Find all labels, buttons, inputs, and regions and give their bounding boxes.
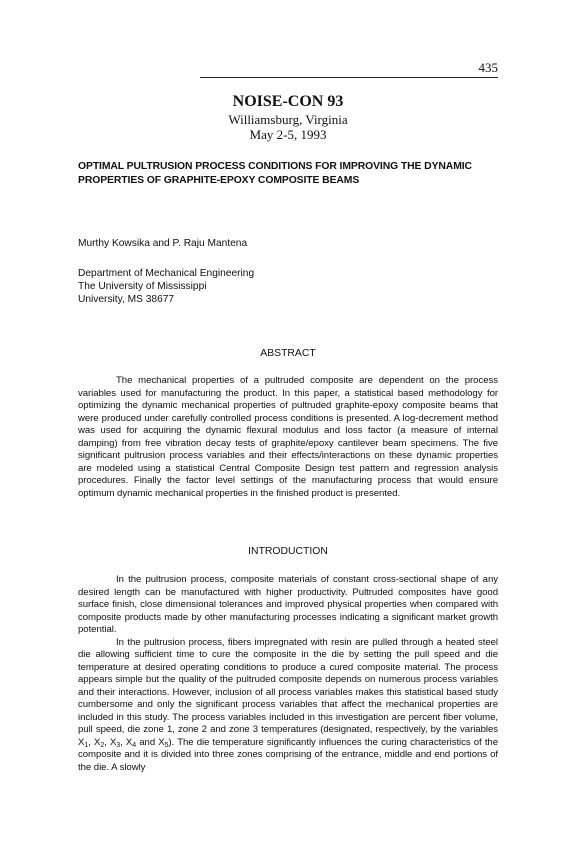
header-rule	[200, 77, 498, 78]
conference-name: NOISE-CON 93	[232, 93, 344, 110]
paper-title: OPTIMAL PULTRUSION PROCESS CONDITIONS FOR IMPROVING THE DYNAMIC PROPERTIES OF GRAPHITE-EPOXY COMPOSITE BEAMS	[78, 161, 472, 186]
variable-x4: $X_4$	[125, 736, 137, 749]
introduction-heading: INTRODUCTION	[248, 546, 328, 557]
variable-x1: $X_1$	[78, 736, 89, 749]
intro-paragraph-1: In the pultrusion process, composite materials of constant cross-sectional shape of any desired length can be manufactured with higher productivity. Pultruded composites have good surface finish, close dimensional tolerances and improved physical properties when compared with composite products made by other manufacturing processes indicating a significant market growth potential.	[78, 574, 498, 635]
abstract-heading: ABSTRACT	[260, 348, 316, 359]
variable-x5: $X_5$	[158, 736, 169, 749]
abstract-body	[78, 375, 498, 500]
intro-p2-after: ). The die temperature significantly influences the curing characteristics of the composite and it is divided into three zones comprising of the entrance, middle and end portions of the die. A slowly	[78, 736, 499, 773]
variable-x2: $X_2$	[93, 736, 105, 749]
affiliation-department: Department of Mechanical Engineering	[78, 268, 255, 279]
conference-dates: May 2-5, 1993	[249, 127, 327, 142]
affiliation-address: University, MS 38677	[78, 294, 175, 306]
intro-paragraph-2: In the pultrusion process, fibers impregnated with resin are pulled through a heated steel die allowing sufficient time to cure the composite in the die by setting the pull speed and die temperature at desired operating conditions to produce a cured composite material. The process appears simple but the quality of the pultruded composite depends on numerous process variables and their interactions. However, inclusion of all process variables makes this statistical based study cumbersome and only the significant process variables that affect the mechanical properties are included in this study. The process variables included in this investigation are percent fiber volume, pull speed, die zone 1, zone 2 and zone 3 temperatures (designated, respectively, by the variables $X_1$, $X_2$, $X_3$, $X_4$ and $X_5$). The die temperature significantly influences the curing characteristics of the composite and it is divided into three zones comprising of the entrance, middle and end portions of the die. A slowly	[78, 636, 499, 773]
introduction-body	[78, 574, 498, 774]
affiliation	[78, 267, 254, 307]
conference-location: Williamsburg, Virginia	[228, 112, 348, 127]
abstract-text: The mechanical properties of a pultruded composite are dependent on the process variables used for manufacturing the product. In this paper, a statistical based methodology for optimizing the dynamic mechanical properties of pultruded graphite-epoxy composite beams that were produced under carefully controlled process conditions is presented. A log-decrement method was used for acquiring the dynamic flexural modulus and loss factor (a measure of internal damping) from free vibration decay tests of graphite/epoxy cantilever beam specimens. The five significant pultrusion process variables and their effects/interactions on these dynamic properties are modeled using a statistical Central Composite Design test pattern and regression analysis procedures. Finally the factor level settings of the manufacturing process that would ensure optimum dynamic mechanical properties in the finished product is presented.	[78, 375, 498, 499]
intro-p2-before: In the pultrusion process, fibers impregnated with resin are pulled through a heated steel die allowing sufficient time to cure the composite in the die by setting the pull speed and die temperature at desired operating conditions to produce a cured composite material. The process appears simple but the quality of the pultruded composite depends on numerous process variables and their interactions. However, inclusion of all process variables makes this statistical based study cumbersome and only the significant process variables that affect the mechanical properties are included in this study. The process variables included in this investigation are percent fiber volume, pull speed, die zone 1, zone 2 and zone 3 temperatures (designated, respectively, by the variables	[78, 636, 498, 735]
authors: Murthy Kowsika and P. Raju Mantena	[78, 238, 248, 249]
affiliation-university: The University of Mississippi	[78, 281, 207, 293]
page-number: 435	[478, 60, 498, 75]
variable-x3: $X_3$	[109, 736, 121, 749]
